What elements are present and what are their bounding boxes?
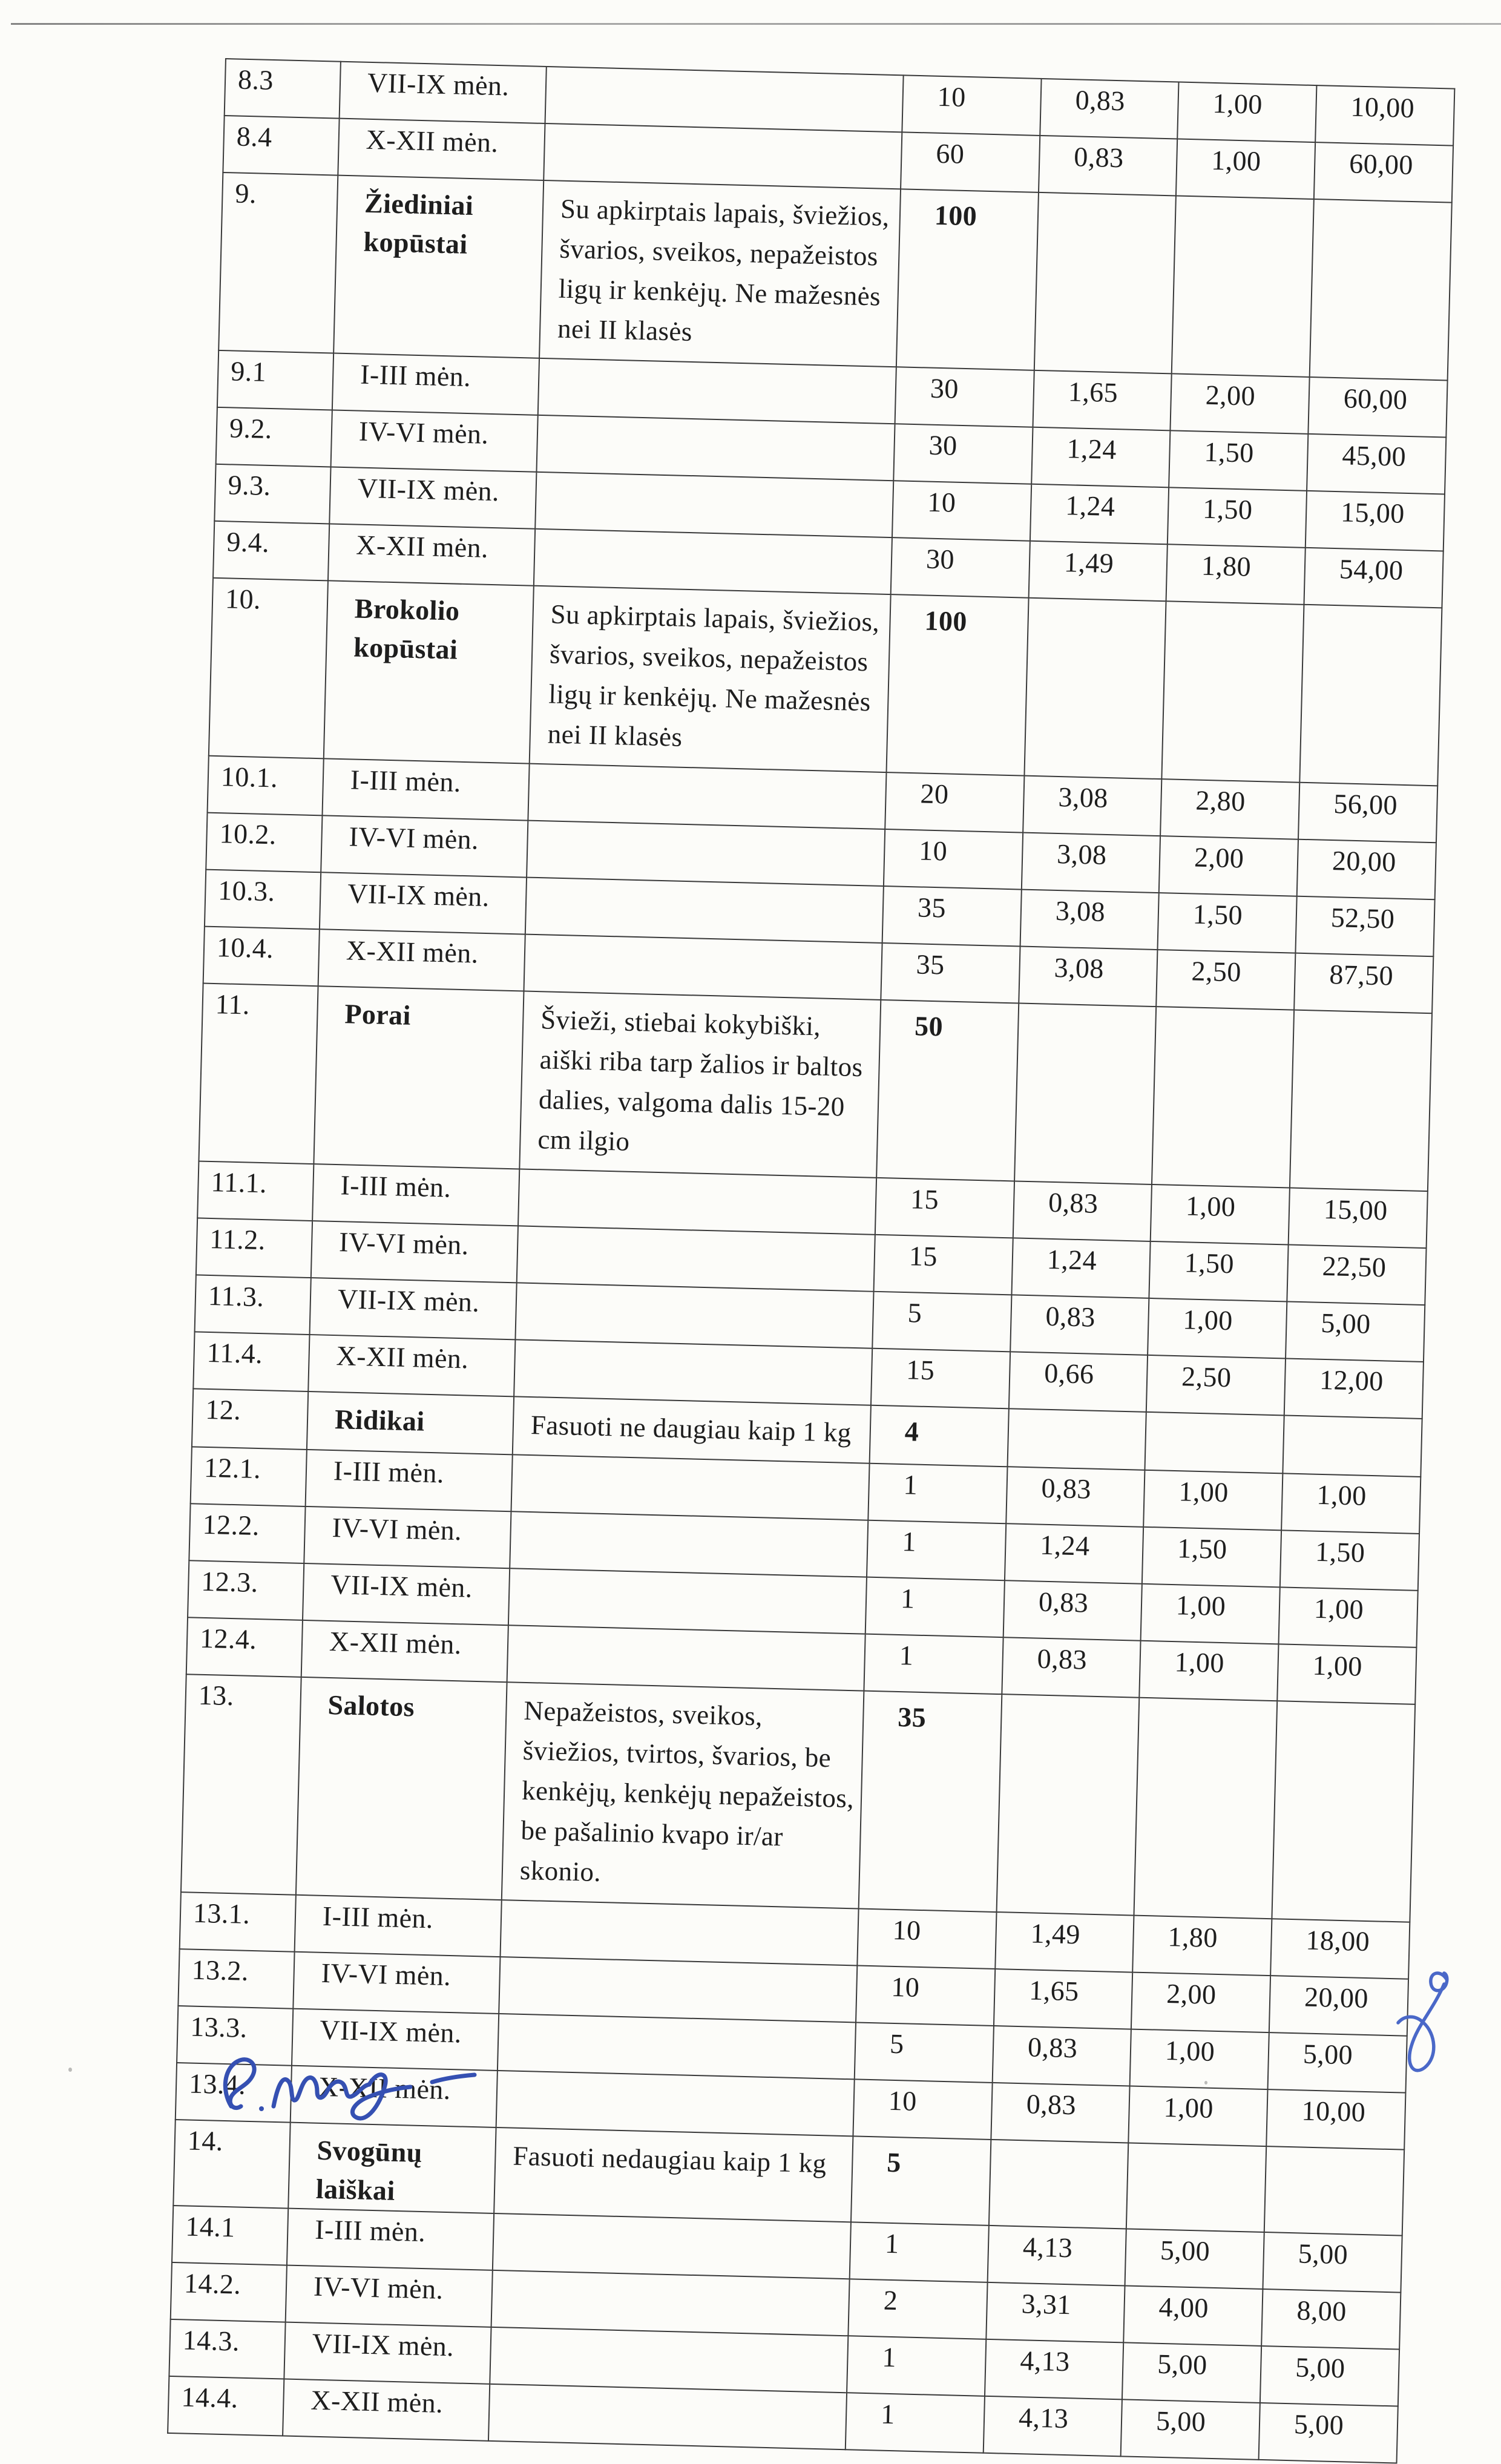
- quantity-cell: 10: [902, 75, 1041, 136]
- product-group-row: [209, 578, 1442, 786]
- price-max-cell: 1,00: [1141, 1584, 1280, 1644]
- price-min-cell: 1,24: [1005, 1523, 1143, 1584]
- month-period-cell: IV-VI mėn.: [321, 815, 528, 877]
- row-number-cell: 8.3: [225, 59, 341, 119]
- price-min-cell: 1,24: [1031, 427, 1170, 488]
- quantity-cell: 1: [865, 1577, 1005, 1638]
- price-min-cell: 0,83: [993, 2026, 1131, 2086]
- price-max-cell: 4,00: [1123, 2285, 1263, 2346]
- price-max-cell: 2,50: [1146, 1355, 1286, 1416]
- total-amount-cell: 20,00: [1269, 1976, 1408, 2036]
- price-min-cell: 4,13: [985, 2339, 1123, 2400]
- quantity-cell: 10: [857, 1908, 996, 1969]
- quantity-cell: 1: [846, 2393, 985, 2453]
- quality-description-cell: [538, 358, 896, 424]
- total-amount-cell: 15,00: [1289, 1188, 1428, 1249]
- month-period-cell: I-III mėn.: [295, 1895, 502, 1957]
- quality-description-cell: [508, 1568, 867, 1634]
- scan-edge-line: [11, 23, 1501, 25]
- price-max-cell: 1,50: [1157, 893, 1296, 953]
- row-number-cell: 9.1: [217, 350, 333, 410]
- quality-description-cell: [518, 1169, 876, 1234]
- total-amount-cell: 52,50: [1295, 896, 1434, 957]
- row-number-cell: 11.1.: [197, 1161, 314, 1221]
- price-max-cell: 5,00: [1121, 2399, 1260, 2460]
- handwritten-signature: [211, 2048, 501, 2127]
- total-amount-cell: 1,00: [1281, 1473, 1421, 1534]
- price-max-cell: 1,00: [1151, 1184, 1290, 1245]
- price-min-cell: 3,31: [986, 2282, 1125, 2343]
- quality-description-cell: [496, 2071, 855, 2136]
- quantity-cell: 30: [891, 537, 1030, 598]
- signature-stroke: [274, 2078, 369, 2106]
- row-number-cell: 9.: [218, 172, 338, 353]
- row-number-cell: 12.2.: [189, 1503, 305, 1563]
- month-period-cell: VII-IX mėn.: [310, 1278, 517, 1339]
- price-max-cell: 1,50: [1142, 1527, 1281, 1588]
- month-period-cell: VII-IX mėn.: [303, 1563, 510, 1625]
- total-amount-cell: [1272, 1701, 1415, 1922]
- product-name-cell: Ridikai: [307, 1391, 514, 1454]
- row-number-cell: 13.: [181, 1674, 301, 1895]
- row-number-cell: 10.: [209, 578, 328, 759]
- quality-description-cell: [488, 2384, 847, 2449]
- row-number-cell: 12.4.: [186, 1617, 303, 1677]
- month-period-cell: I-III mėn.: [332, 353, 539, 415]
- quantity-cell: 10: [853, 2079, 992, 2140]
- quantity-cell: 15: [875, 1178, 1014, 1238]
- quality-description-cell: [490, 2327, 848, 2393]
- quality-description-cell: [535, 472, 893, 537]
- total-amount-cell: 1,00: [1278, 1587, 1417, 1648]
- total-amount-cell: [1283, 1415, 1422, 1477]
- month-period-cell: VII-IX mėn.: [340, 62, 547, 123]
- quality-description-cell: Su apkirptais lapais, šviežios, švarios, sveikos, nepažeistos ligų ir kenkėjų. Ne mažesnės nei II klasės: [530, 586, 891, 772]
- quality-description-cell: [510, 1511, 868, 1577]
- pen-mark-stroke: [1431, 1973, 1447, 1991]
- price-max-cell: 1,50: [1168, 487, 1307, 548]
- total-amount-cell: 20,00: [1297, 839, 1436, 900]
- price-min-cell: 0,83: [1002, 1637, 1140, 1698]
- price-max-cell: 1,00: [1143, 1470, 1283, 1531]
- row-number-cell: 9.4.: [213, 521, 329, 581]
- price-min-cell: 4,13: [984, 2396, 1122, 2457]
- quantity-cell: 2: [848, 2279, 987, 2339]
- month-period-cell: X-XII mėn.: [308, 1335, 515, 1396]
- price-max-cell: 2,00: [1170, 373, 1309, 434]
- total-amount-cell: 56,00: [1298, 783, 1437, 843]
- total-amount-cell: 22,50: [1287, 1245, 1426, 1306]
- quality-description-cell: Fasuoti nedaugiau kaip 1 kg: [494, 2127, 853, 2222]
- quality-description-cell: Su apkirptais lapais, šviežios, švarios, sveikos, nepažeistos ligų ir kenkėjų. Ne mažesnės nei II klasės: [539, 180, 901, 367]
- pen-mark-stroke: [1398, 1984, 1444, 2071]
- month-period-cell: X-XII mėn.: [291, 2066, 498, 2127]
- quantity-cell: 5: [872, 1292, 1011, 1352]
- total-amount-cell: 1,00: [1277, 1644, 1416, 1704]
- price-min-cell: 0,83: [1010, 1295, 1149, 1355]
- price-min-cell: 0,83: [1013, 1181, 1152, 1241]
- total-amount-cell: 60,00: [1308, 377, 1447, 438]
- quantity-cell: 5: [855, 2022, 994, 2083]
- quantity-cell: 30: [895, 367, 1034, 427]
- price-min-cell: 3,08: [1019, 947, 1157, 1007]
- month-period-cell: VII-IX mėn.: [320, 872, 527, 934]
- row-number-cell: 10.4.: [203, 927, 320, 987]
- quantity-cell: 10: [856, 1965, 995, 2026]
- price-max-cell: 2,00: [1131, 1973, 1270, 2033]
- month-period-cell: IV-VI mėn.: [311, 1221, 518, 1283]
- month-period-cell: I-III mėn.: [287, 2209, 494, 2270]
- price-max-cell: [1161, 601, 1304, 782]
- month-period-cell: X-XII mėn.: [283, 2379, 490, 2441]
- total-amount-cell: 10,00: [1266, 2089, 1405, 2150]
- quality-description-cell: [515, 1283, 873, 1348]
- month-period-cell: IV-VI mėn.: [286, 2265, 493, 2327]
- total-amount-cell: 45,00: [1307, 434, 1446, 494]
- row-number-cell: 9.3.: [214, 464, 330, 524]
- quality-description-cell: [545, 67, 904, 132]
- quality-description-cell: [498, 2014, 856, 2079]
- signature-stroke: [225, 2060, 254, 2108]
- quantity-cell: 50: [876, 1000, 1019, 1181]
- quality-description-cell: [499, 1957, 857, 2022]
- row-number-cell: 13.2.: [178, 1949, 294, 2009]
- total-amount-cell: [1264, 2146, 1404, 2236]
- row-number-cell: 10.1.: [208, 756, 324, 816]
- price-max-cell: 1,00: [1177, 82, 1316, 143]
- price-max-cell: [1134, 1698, 1277, 1919]
- row-number-cell: 9.2.: [216, 407, 332, 467]
- quantity-cell: 1: [868, 1464, 1007, 1524]
- price-min-cell: 1,65: [994, 1969, 1132, 2029]
- price-max-cell: [1172, 195, 1314, 376]
- quantity-cell: 30: [893, 424, 1033, 484]
- row-number-cell: 11.2.: [196, 1218, 312, 1278]
- quality-description-cell: [507, 1625, 865, 1690]
- quantity-cell: 35: [859, 1691, 1002, 1912]
- month-period-cell: X-XII mėn.: [328, 524, 535, 585]
- signature-dot: [259, 2106, 264, 2111]
- total-amount-cell: 54,00: [1304, 548, 1443, 608]
- total-amount-cell: 18,00: [1270, 1919, 1410, 1979]
- quality-description-cell: [536, 415, 895, 481]
- row-number-cell: 14.: [173, 2120, 290, 2209]
- price-max-cell: 2,50: [1156, 950, 1295, 1010]
- row-number-cell: 14.1: [172, 2206, 288, 2265]
- quality-description-cell: [525, 878, 884, 943]
- quality-description-cell: [500, 1900, 858, 1965]
- scan-speck: [68, 2068, 72, 2072]
- quantity-cell: 1: [847, 2336, 986, 2396]
- row-number-cell: 12.: [192, 1388, 308, 1450]
- quantity-cell: 20: [885, 772, 1024, 833]
- price-max-cell: 5,00: [1122, 2342, 1261, 2403]
- total-amount-cell: [1310, 199, 1452, 380]
- scan-speck: [1204, 2081, 1207, 2085]
- price-min-cell: 3,08: [1020, 890, 1159, 950]
- row-number-cell: 14.4.: [168, 2376, 284, 2436]
- price-min-cell: 0,83: [991, 2083, 1129, 2143]
- quantity-cell: 100: [886, 594, 1028, 775]
- price-max-cell: [1126, 2143, 1266, 2232]
- row-number-cell: 13.1.: [180, 1892, 296, 1952]
- total-amount-cell: [1299, 605, 1442, 786]
- price-min-cell: [1008, 1408, 1146, 1470]
- signature-stroke: [352, 2075, 410, 2118]
- quantity-cell: 10: [884, 829, 1023, 890]
- quality-description-cell: Švieži, stiebai kokybiški, aiški riba tarp žalios ir baltos dalies, valgoma dalis 15-20 cm ilgio: [519, 991, 881, 1178]
- price-min-cell: 1,49: [1029, 541, 1168, 602]
- row-number-cell: 14.3.: [169, 2319, 285, 2379]
- quality-description-cell: Nepažeistos, sveikos, šviežios, tvirtos, švarios, be kenkėjų, kenkėjų nepažeistos, be pašalinio kvapo ir/ar skonio.: [502, 1682, 864, 1908]
- month-period-cell: VII-IX mėn.: [292, 2009, 499, 2071]
- total-amount-cell: 5,00: [1263, 2232, 1402, 2293]
- month-period-cell: X-XII mėn.: [318, 929, 525, 991]
- month-period-cell: X-XII mėn.: [338, 119, 545, 180]
- total-amount-cell: 87,50: [1294, 953, 1433, 1014]
- quantity-cell: 1: [864, 1634, 1003, 1695]
- row-number-cell: 12.3.: [188, 1560, 304, 1620]
- pen-corner-mark: [1391, 1967, 1470, 2088]
- quantity-cell: 1: [867, 1520, 1006, 1581]
- price-max-cell: 2,00: [1159, 836, 1298, 896]
- price-max-cell: 1,00: [1130, 2029, 1269, 2090]
- quantity-cell: 35: [881, 943, 1020, 1004]
- total-amount-cell: 5,00: [1259, 2403, 1398, 2463]
- month-period-cell: IV-VI mėn.: [331, 410, 538, 471]
- month-period-cell: I-III mėn.: [312, 1164, 519, 1226]
- price-max-cell: 2,80: [1160, 779, 1299, 839]
- product-name-cell: Salotos: [296, 1677, 507, 1900]
- price-min-cell: 0,83: [1040, 79, 1178, 139]
- row-number-cell: 8.4: [223, 116, 339, 176]
- price-max-cell: 1,00: [1139, 1641, 1278, 1701]
- price-min-cell: 0,83: [1006, 1467, 1145, 1527]
- total-amount-cell: 12,00: [1284, 1358, 1424, 1419]
- quantity-cell: 10: [892, 481, 1031, 541]
- total-amount-cell: 5,00: [1286, 1301, 1425, 1362]
- row-number-cell: 11.: [199, 984, 318, 1165]
- price-min-cell: 0,83: [1003, 1580, 1142, 1641]
- total-amount-cell: 5,00: [1260, 2346, 1399, 2407]
- quality-description-cell: [527, 821, 885, 886]
- quantity-cell: 100: [896, 189, 1039, 370]
- quality-description-cell: [524, 935, 882, 1000]
- price-max-cell: 1,00: [1128, 2086, 1267, 2147]
- total-amount-cell: 5,00: [1268, 2032, 1407, 2093]
- price-min-cell: 0,66: [1009, 1352, 1148, 1412]
- quality-description-cell: [528, 764, 886, 829]
- price-max-cell: 1,50: [1169, 430, 1308, 491]
- price-max-cell: [1145, 1412, 1284, 1474]
- quality-description-cell: [544, 123, 902, 189]
- price-min-cell: [1014, 1004, 1156, 1184]
- quality-description-cell: [517, 1226, 875, 1291]
- price-min-cell: 4,13: [988, 2226, 1126, 2286]
- total-amount-cell: 10,00: [1315, 85, 1454, 146]
- price-max-cell: 5,00: [1125, 2229, 1264, 2289]
- quality-description-cell: [493, 2213, 851, 2279]
- price-min-cell: [1034, 192, 1176, 373]
- price-max-cell: 1,80: [1166, 544, 1306, 605]
- quality-description-cell: [511, 1454, 869, 1520]
- product-group-row: [218, 172, 1452, 381]
- month-period-cell: IV-VI mėn.: [304, 1506, 511, 1568]
- month-period-cell: VII-IX mėn.: [284, 2322, 491, 2384]
- quantity-cell: 4: [870, 1405, 1009, 1467]
- price-min-cell: [997, 1694, 1140, 1915]
- price-min-cell: [1024, 598, 1166, 779]
- product-name-cell: Brokolio kopūstai: [324, 580, 534, 763]
- product-name-cell: Žiediniai kopūstai: [333, 176, 544, 358]
- month-period-cell: X-XII mėn.: [301, 1620, 508, 1682]
- row-number-cell: 12.1.: [191, 1447, 307, 1506]
- price-min-cell: 1,65: [1033, 370, 1172, 431]
- quality-description-cell: [491, 2270, 850, 2336]
- price-min-cell: 3,08: [1022, 833, 1160, 893]
- product-group-row: [199, 984, 1432, 1192]
- product-name-cell: Svogūnų laiškai: [288, 2123, 496, 2213]
- product-group-row: [181, 1674, 1415, 1922]
- total-amount-cell: 60,00: [1314, 142, 1453, 203]
- quality-description-cell: [514, 1339, 872, 1405]
- row-number-cell: 11.4.: [193, 1332, 309, 1391]
- price-max-cell: 1,80: [1132, 1916, 1272, 1976]
- quantity-cell: 5: [851, 2136, 991, 2226]
- quality-description-cell: [534, 529, 892, 594]
- month-period-cell: I-III mėn.: [306, 1450, 513, 1511]
- month-period-cell: I-III mėn.: [322, 758, 529, 820]
- price-min-cell: [989, 2140, 1128, 2229]
- total-amount-cell: [1290, 1010, 1432, 1191]
- price-min-cell: 1,49: [995, 1912, 1134, 1973]
- price-max-cell: [1152, 1007, 1294, 1188]
- month-period-cell: VII-IX mėn.: [329, 467, 536, 528]
- price-min-cell: 1,24: [1011, 1238, 1150, 1298]
- row-number-cell: 10.3.: [205, 870, 321, 930]
- quantity-cell: 35: [882, 886, 1022, 947]
- row-number-cell: 14.2.: [171, 2262, 287, 2322]
- total-amount-cell: 8,00: [1261, 2289, 1401, 2350]
- quantity-cell: 60: [901, 132, 1040, 192]
- price-min-cell: 1,24: [1030, 484, 1169, 545]
- price-max-cell: 1,00: [1148, 1298, 1287, 1359]
- row-number-cell: 11.3.: [195, 1275, 311, 1335]
- price-max-cell: 1,50: [1149, 1241, 1288, 1302]
- product-name-cell: Porai: [314, 986, 524, 1169]
- price-min-cell: 3,08: [1023, 776, 1161, 836]
- row-number-cell: 13.3.: [177, 2006, 293, 2066]
- row-number-cell: 10.2.: [206, 813, 322, 873]
- total-amount-cell: 1,50: [1280, 1530, 1419, 1591]
- total-amount-cell: 15,00: [1306, 491, 1445, 551]
- quantity-cell: 1: [850, 2222, 989, 2282]
- quantity-cell: 15: [871, 1349, 1010, 1409]
- price-min-cell: 0,83: [1039, 136, 1177, 196]
- quantity-cell: 15: [874, 1235, 1013, 1295]
- price-max-cell: 1,00: [1176, 139, 1315, 199]
- row-number-cell: 13.4.: [176, 2063, 292, 2123]
- signature-dash: [432, 2075, 475, 2082]
- quality-description-cell: Fasuoti ne daugiau kaip 1 kg: [513, 1396, 871, 1463]
- month-period-cell: IV-VI mėn.: [293, 1952, 500, 2014]
